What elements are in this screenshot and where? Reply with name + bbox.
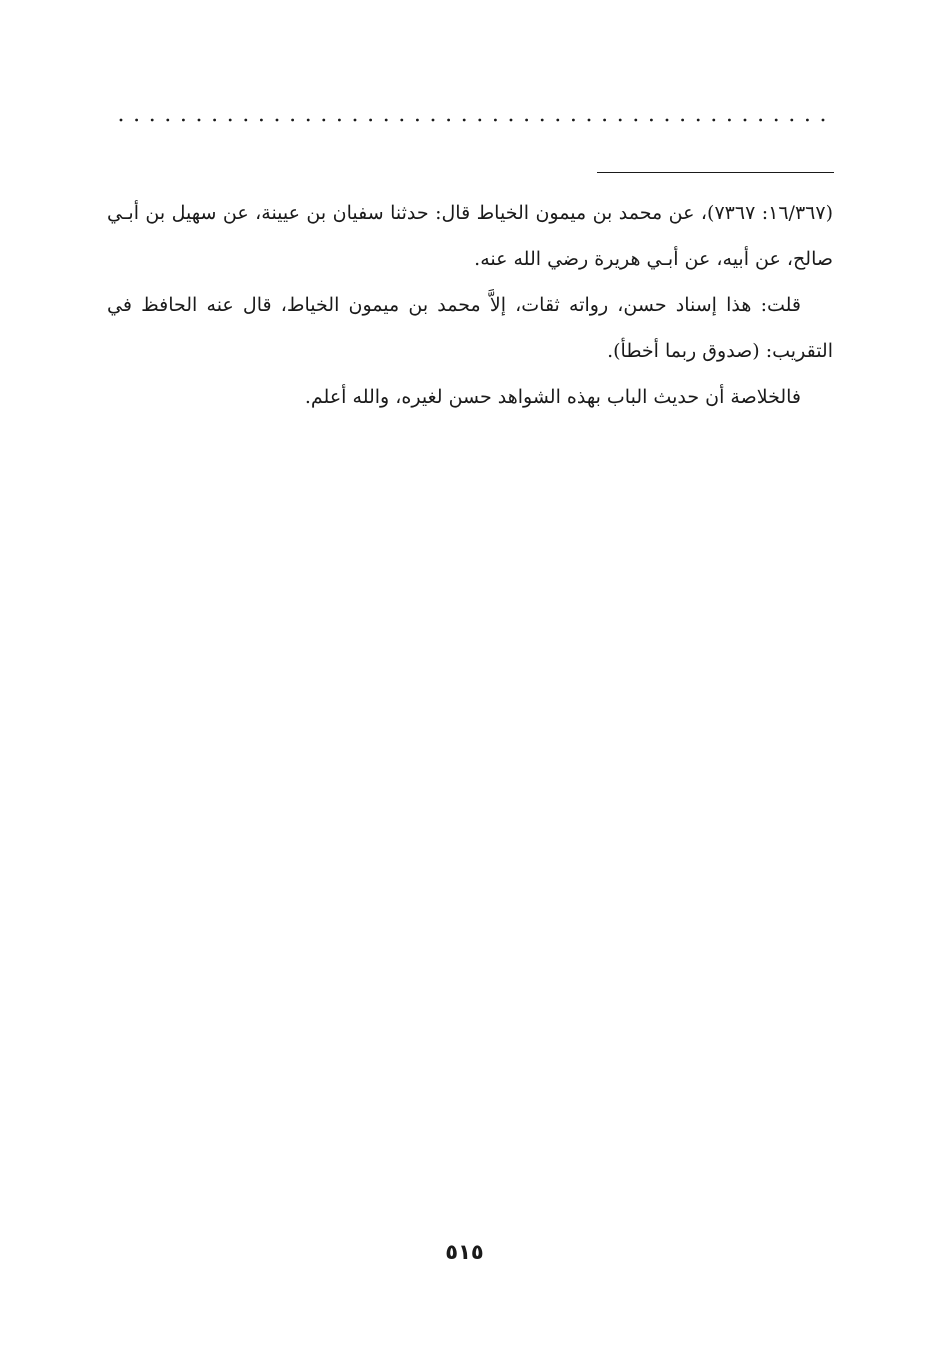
separator-dot (525, 119, 528, 122)
separator-dot (728, 119, 731, 122)
separator-dot (759, 119, 762, 122)
separator-dot (681, 119, 684, 122)
separator-dot (260, 119, 263, 122)
separator-dot (619, 119, 622, 122)
separator-dot (135, 119, 138, 122)
separator-dot (276, 119, 279, 122)
footnote-paragraph-assessment: قلت: هذا إسناد حسن، رواته ثقات، إلاَّ محمد بن ميمون الخياط، قال عنه الحافظ في التقريب: (صدوق ربما أخطأ). (107, 294, 833, 362)
separator-dot (166, 119, 169, 122)
dotted-separator (118, 110, 836, 130)
separator-dot (541, 119, 544, 122)
separator-dot (369, 119, 372, 122)
separator-dot (385, 119, 388, 122)
page-number: ٥١٥ (445, 1240, 484, 1264)
separator-dot (213, 119, 216, 122)
separator-dot (463, 119, 466, 122)
separator-dot (744, 119, 747, 122)
separator-dot (650, 119, 653, 122)
separator-dot (666, 119, 669, 122)
separator-dot (510, 119, 513, 122)
separator-dot (447, 119, 450, 122)
separator-dot (229, 119, 232, 122)
separator-dot (806, 119, 809, 122)
footnote-paragraph-conclusion: فالخلاصة أن حديث الباب بهذه الشواهد حسن لغيره، والله أعلم. (304, 386, 801, 408)
separator-dot (151, 119, 154, 122)
separator-dot (634, 119, 637, 122)
separator-dot (120, 119, 123, 122)
separator-dot (712, 119, 715, 122)
separator-dot (400, 119, 403, 122)
separator-dot (416, 119, 419, 122)
separator-dot (478, 119, 481, 122)
separator-dot (556, 119, 559, 122)
separator-dot (603, 119, 606, 122)
footnote-separator-line (597, 172, 834, 173)
separator-dot (494, 119, 497, 122)
separator-dot (291, 119, 294, 122)
separator-dot (198, 119, 201, 122)
separator-dot (775, 119, 778, 122)
separator-dot (790, 119, 793, 122)
separator-dot (354, 119, 357, 122)
separator-dot (572, 119, 575, 122)
separator-dot (338, 119, 341, 122)
separator-dot (307, 119, 310, 122)
footnote-paragraph-citation: (١٦/٣٦٧: ٧٣٦٧)، عن محمد بن ميمون الخياط قال: حدثنا سفيان بن عيينة، عن سهيل بن أبـي صالح، عن أبيه، عن أبـي هريرة رضي الله عنه. (107, 202, 833, 270)
footnote-text (107, 190, 833, 420)
separator-dot (588, 119, 591, 122)
separator-dot (244, 119, 247, 122)
separator-dot (182, 119, 185, 122)
separator-dot (432, 119, 435, 122)
separator-dot (322, 119, 325, 122)
separator-dot (697, 119, 700, 122)
separator-dot (822, 119, 825, 122)
